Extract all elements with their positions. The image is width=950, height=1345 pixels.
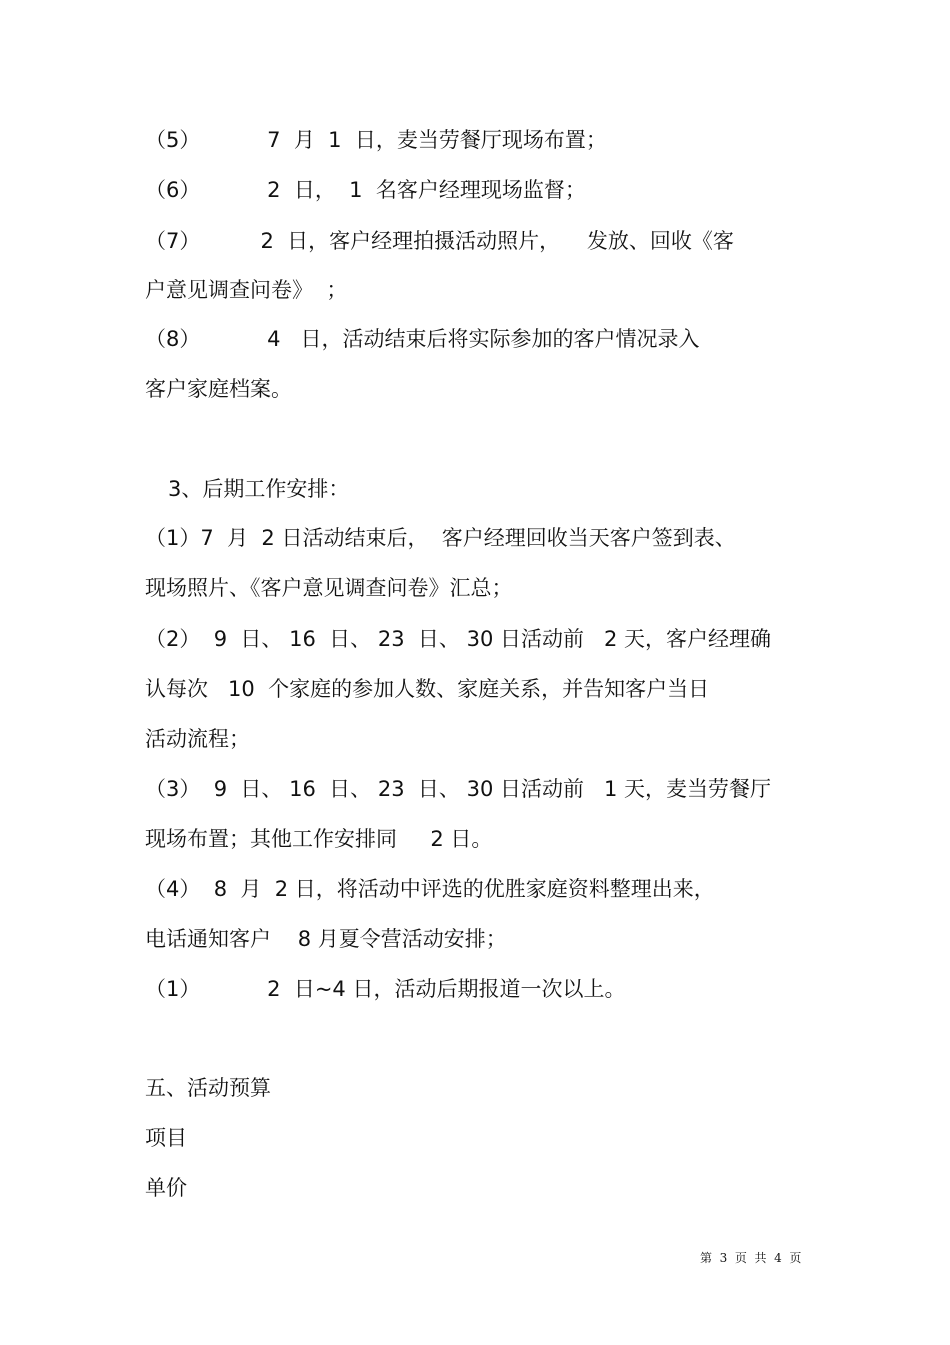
budget-label-item: 项目 (145, 1126, 187, 1150)
followup-item-2-continued-2: 活动流程； (145, 727, 250, 751)
followup-item-4: （4） 8 月 2 日，将活动中评选的优胜家庭资料整理出来， (145, 877, 715, 901)
followup-item-2-continued: 认每次 10 个家庭的参加人数、家庭关系，并告知客户当日 (145, 677, 710, 701)
followup-item-2: （2） 9 日、 16 日、 23 日、 30 日活动前 2 天，客户经理确 (145, 627, 772, 651)
schedule-item-7-continued: 户意见调查问卷》 ； (145, 278, 348, 302)
schedule-item-6: （6） 2 日， 1 名客户经理现场监督； (145, 178, 586, 202)
followup-item-1-continued: 现场照片、《客户意见调查问卷》汇总； (145, 576, 513, 600)
schedule-item-8: （8） 4 日，活动结束后将实际参加的客户情况录入 (145, 327, 700, 351)
schedule-item-5: （5） 7 月 1 日，麦当劳餐厅现场布置； (145, 128, 607, 152)
followup-item-3: （3） 9 日、 16 日、 23 日、 30 日活动前 1 天，麦当劳餐厅 (145, 777, 772, 801)
section-heading-budget: 五、活动预算 (145, 1076, 271, 1100)
page-number-footer: 第 3 页 共 4 页 (700, 1251, 802, 1265)
budget-label-unit-price: 单价 (145, 1176, 187, 1200)
schedule-item-7: （7） 2 日，客户经理拍摄活动照片， 发放、回收《客 (145, 229, 734, 253)
followup-item-3-continued: 现场布置；其他工作安排同 2 日。 (145, 827, 493, 851)
followup-item-reporting: （1） 2 日~4 日，活动后期报道一次以上。 (145, 977, 626, 1001)
section-heading-followup: 3、后期工作安排： (168, 477, 350, 501)
followup-item-1: （1）7 月 2 日活动结束后， 客户经理回收当天客户签到表、 (145, 526, 736, 550)
schedule-item-8-continued: 客户家庭档案。 (145, 377, 292, 401)
followup-item-4-continued: 电话通知客户 8 月夏令营活动安排； (145, 927, 507, 951)
